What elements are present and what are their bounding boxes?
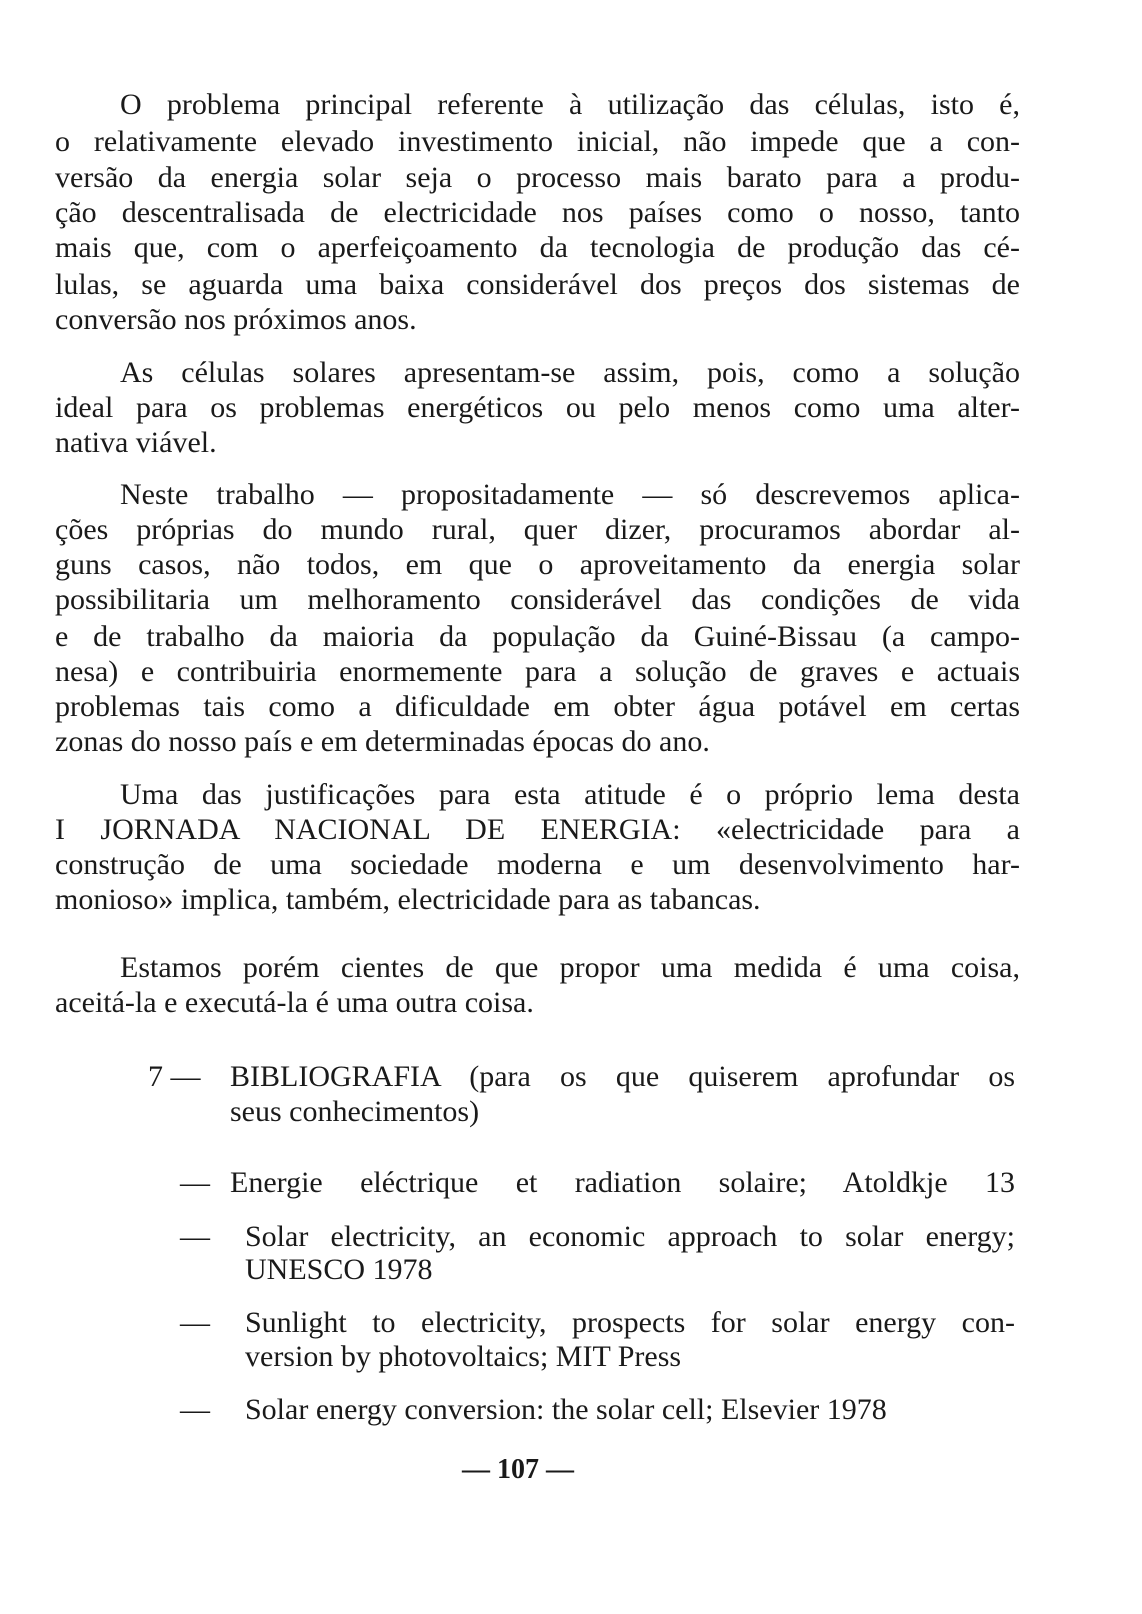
paragraph-3-line: Neste trabalho — propositadamente — só descrevemos aplica- bbox=[120, 478, 1020, 511]
paragraph-4-line: construção de uma sociedade moderna e um desenvolvimento har- bbox=[55, 848, 1020, 881]
paragraph-4-line: Uma das justificações para esta atitude é o próprio lema desta bbox=[120, 778, 1020, 811]
bib-item-2-line-1: Solar electricity, an economic approach to solar energy; bbox=[245, 1220, 1015, 1253]
bib-dash: — bbox=[180, 1306, 210, 1339]
bib-item-4: Solar energy conversion: the solar cell; Elsevier 1978 bbox=[245, 1393, 887, 1426]
paragraph-1-line: lulas, se aguarda uma baixa considerável dos preços dos sistemas de bbox=[55, 268, 1020, 301]
bibliography-title-line-1: BIBLIOGRAFIA (para os que quiserem aprofundar os bbox=[230, 1060, 1015, 1093]
paragraph-1-line: conversão nos próximos anos. bbox=[55, 303, 417, 336]
paragraph-3-line: possibilitaria um melhoramento considerável das condições de vida bbox=[55, 583, 1020, 616]
bib-item-1: Energie eléctrique et radiation solaire; Atoldkje 13 bbox=[230, 1166, 1015, 1199]
bibliography-title-line-2: seus conhecimentos) bbox=[230, 1095, 480, 1128]
paragraph-3-line: problemas tais como a dificuldade em obter água potável em certas bbox=[55, 690, 1020, 723]
paragraph-2-line: ideal para os problemas energéticos ou pelo menos como uma alter- bbox=[55, 391, 1020, 424]
paragraph-1-line: mais que, com o aperfeiçoamento da tecnologia de produção das cé- bbox=[55, 231, 1020, 264]
bib-dash: — bbox=[180, 1166, 210, 1199]
bib-item-2-line-2: UNESCO 1978 bbox=[245, 1253, 433, 1286]
bib-dash: — bbox=[180, 1220, 210, 1253]
paragraph-4-line: monioso» implica, também, electricidade para as tabancas. bbox=[55, 883, 761, 916]
paragraph-3-line: zonas do nosso país e em determinadas épocas do ano. bbox=[55, 725, 710, 758]
paragraph-3-line: e de trabalho da maioria da população da Guiné-Bissau (a campo- bbox=[55, 620, 1020, 653]
bibliography-number: 7 — bbox=[148, 1060, 201, 1093]
paragraph-1-line: O problema principal referente à utilização das células, isto é, bbox=[120, 88, 1020, 121]
bib-item-3-line-1: Sunlight to electricity, prospects for solar energy con- bbox=[245, 1306, 1015, 1339]
paragraph-1-line: versão da energia solar seja o processo mais barato para a produ- bbox=[55, 161, 1020, 194]
paragraph-5-line: Estamos porém cientes de que propor uma medida é uma coisa, bbox=[120, 951, 1020, 984]
bib-item-3-line-2: version by photovoltaics; MIT Press bbox=[245, 1340, 682, 1373]
paragraph-1-line: o relativamente elevado investimento inicial, não impede que a con- bbox=[55, 125, 1020, 158]
paragraph-1-line: ção descentralisada de electricidade nos países como o nosso, tanto bbox=[55, 196, 1020, 229]
paragraph-5-line: aceitá-la e executá-la é uma outra coisa. bbox=[55, 986, 534, 1019]
page-number: — 107 — bbox=[462, 1454, 574, 1485]
paragraph-4-line: I JORNADA NACIONAL DE ENERGIA: «electricidade para a bbox=[55, 813, 1020, 846]
paragraph-2-line: nativa viável. bbox=[55, 426, 217, 459]
bib-dash: — bbox=[180, 1393, 210, 1426]
paragraph-3-line: guns casos, não todos, em que o aproveitamento da energia solar bbox=[55, 548, 1020, 581]
paragraph-2-line: As células solares apresentam-se assim, pois, como a solução bbox=[120, 356, 1020, 389]
paragraph-3-line: ções próprias do mundo rural, quer dizer, procuramos abordar al- bbox=[55, 513, 1020, 546]
paragraph-3-line: nesa) e contribuiria enormemente para a solução de graves e actuais bbox=[55, 655, 1020, 688]
